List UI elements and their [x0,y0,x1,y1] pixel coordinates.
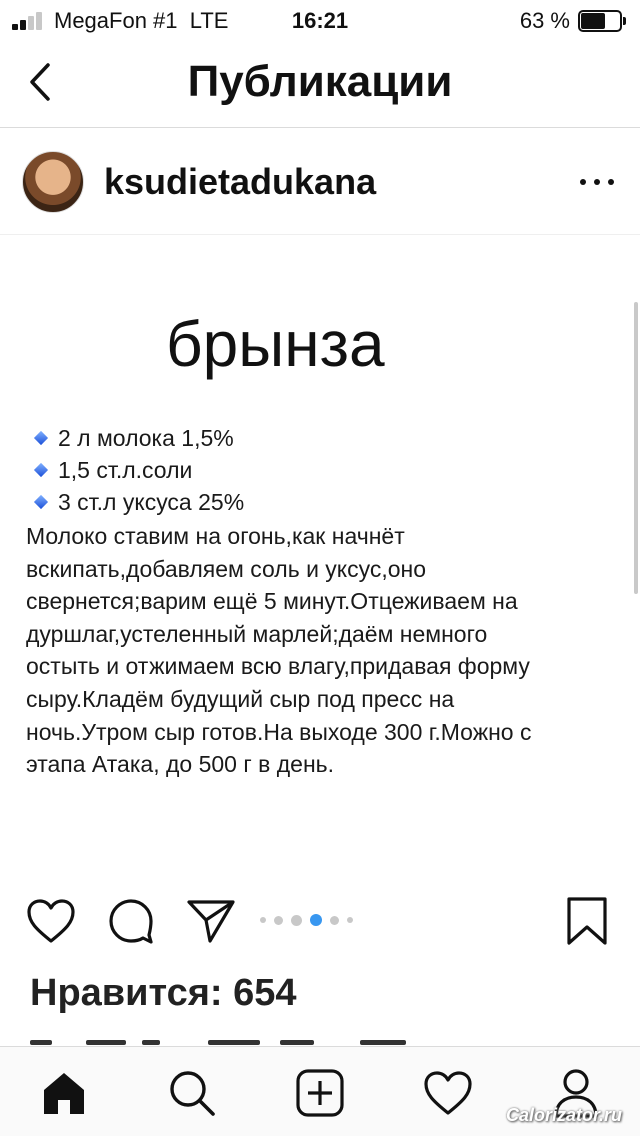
watermark: Calorizator.ru [505,1105,622,1125]
search-icon [167,1068,217,1118]
recipe-line: сыру.Кладём будущий сыр под пресс на [26,685,455,712]
nav-header [0,40,640,128]
carousel-indicator [256,914,357,926]
tab-activity[interactable] [420,1065,476,1121]
carousel-dot [330,916,339,925]
ingredient-text: 2 л молока 1,5% [58,425,234,451]
comment-button[interactable] [104,894,158,948]
blue-diamond-icon [34,463,48,477]
image-title: брынза [166,308,385,380]
carousel-dot-active [310,914,322,926]
status-bar [0,0,640,40]
bookmark-icon [566,896,608,946]
bottom-tab-bar [0,1046,640,1136]
recipe-line: этапа Атака, до 500 г в день. [26,751,335,778]
tab-search[interactable] [164,1065,220,1121]
like-button[interactable] [24,894,78,948]
recipe-line: ночь.Утром сыр готов.На выходе 300 г.Можно с [26,718,532,745]
username-link[interactable]: ksudietadukana [104,161,377,202]
save-button[interactable] [560,894,614,948]
post-image[interactable] [0,236,640,860]
carrier-name: MegaFon #1 [54,8,178,33]
carousel-dot [291,915,302,926]
carousel-dot [274,916,283,925]
carousel-dot [347,917,353,923]
post-actions [0,880,640,960]
post-header [0,129,640,235]
recipe-text [26,520,606,781]
send-icon [186,898,236,944]
tab-home[interactable] [36,1065,92,1121]
tab-add-post[interactable] [292,1065,348,1121]
battery-icon [578,10,626,32]
ingredient-item [30,422,244,454]
clock: 16:21 [291,8,349,33]
scrollbar [634,302,638,594]
battery-percent: 63 % [519,8,570,33]
comment-icon [107,897,155,945]
add-post-icon [295,1068,345,1118]
avatar[interactable] [22,151,84,213]
page-title: Публикации [187,57,453,106]
ingredients-list [30,422,244,518]
blue-diamond-icon [34,431,48,445]
recipe-line: Молоко ставим на огонь,как начнёт [26,523,405,549]
ingredient-text: 3 ст.л уксуса 25% [58,489,245,515]
share-button[interactable] [184,894,238,948]
network-type: LTE [189,8,229,33]
carousel-dot [260,917,266,923]
ingredient-text: 1,5 ст.л.соли [58,457,193,483]
recipe-line: остыть и отжимаем всю влагу,придавая форму [26,653,530,680]
home-icon [40,1070,88,1116]
likes-count[interactable]: Нравится: 654 [30,972,297,1014]
blue-diamond-icon [34,495,48,509]
ingredient-item [30,486,244,518]
heart-icon [26,898,76,944]
more-horizontal-icon [580,179,586,185]
activity-heart-icon [423,1070,473,1116]
recipe-line: дуршлаг,устеленный марлей;даём немного [26,620,488,647]
more-options-button[interactable] [580,167,614,197]
recipe-line: свернется;варим ещё 5 минут.Отцеживаем на [26,588,518,615]
recipe-line: вскипать,добавляем соль и уксус,оно [26,555,427,582]
ingredient-item [30,454,244,486]
